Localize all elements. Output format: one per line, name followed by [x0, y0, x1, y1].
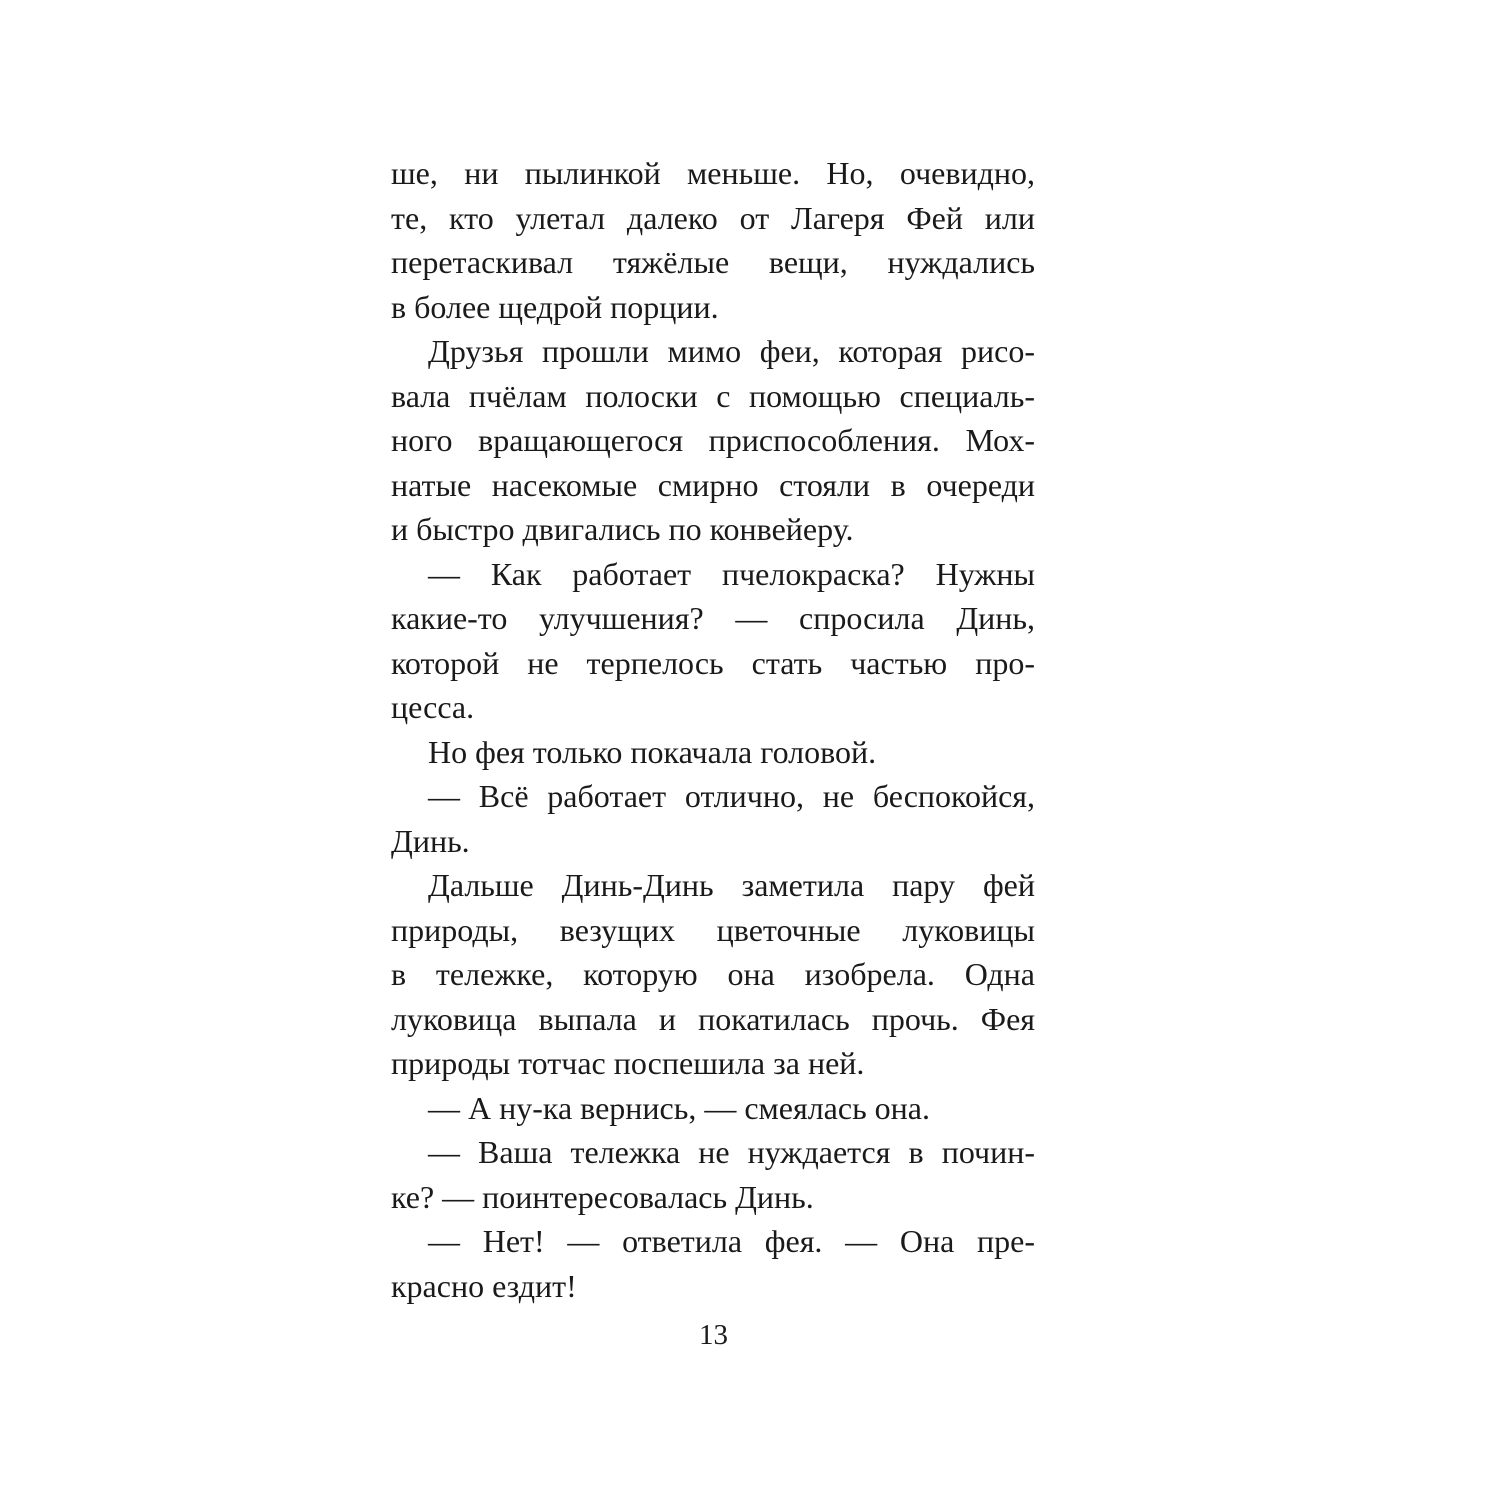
text-line: те, кто улетал далеко от Лагеря Фей или [391, 199, 1035, 236]
text-line: — Нет! — ответила фея. — Она пре- [428, 1223, 1035, 1259]
text-line: перетаскивал тяжёлые вещи, нуждались [391, 244, 1035, 280]
text-line: ше, ни пылинкой меньше. Но, очевидно, [391, 155, 1035, 191]
text-line: Динь. [391, 822, 470, 859]
text-line: вала пчёлам полоски с помощью специаль- [391, 377, 1035, 414]
text-line: натые насекомые смирно стояли в очереди [391, 466, 1035, 503]
text-line: Но фея только покачала головой. [428, 733, 877, 770]
text-line: Друзья прошли мимо феи, которая рисо- [428, 333, 1035, 369]
text-line: Дальше Динь-Динь заметила пару фей [428, 867, 1035, 903]
text-line: — Ваша тележка не нуждается в почин- [428, 1134, 1035, 1170]
text-line: и быстро двигались по конвейеру. [391, 511, 854, 547]
text-line: в более щедрой порции. [391, 288, 719, 325]
text-line: ке? — поинтересовалась Динь. [391, 1178, 814, 1215]
text-line: ного вращающегося приспособления. Мох- [391, 422, 1035, 458]
text-line: какие-то улучшения? — спросила Динь, [391, 600, 1035, 636]
text-line: красно ездит! [391, 1267, 577, 1304]
text-line: которой не терпелось стать частью про- [391, 644, 1035, 681]
body-text [391, 151, 1035, 1308]
text-line: природы, везущих цветочные луковицы [391, 911, 1035, 948]
text-line: в тележке, которую она изобрела. Одна [391, 956, 1035, 992]
text-line: цесса. [391, 689, 475, 725]
text-line: природы тотчас поспешила за ней. [391, 1045, 865, 1081]
text-line: — А ну-ка вернись, — смеялась она. [428, 1089, 930, 1126]
page-number: 13 [699, 1319, 728, 1351]
text-line: — Всё работает отлично, не беспокойся, [428, 778, 1035, 814]
text-line: луковица выпала и покатилась прочь. Фея [391, 1000, 1035, 1037]
text-line: — Как работает пчелокраска? Нужны [428, 555, 1035, 592]
